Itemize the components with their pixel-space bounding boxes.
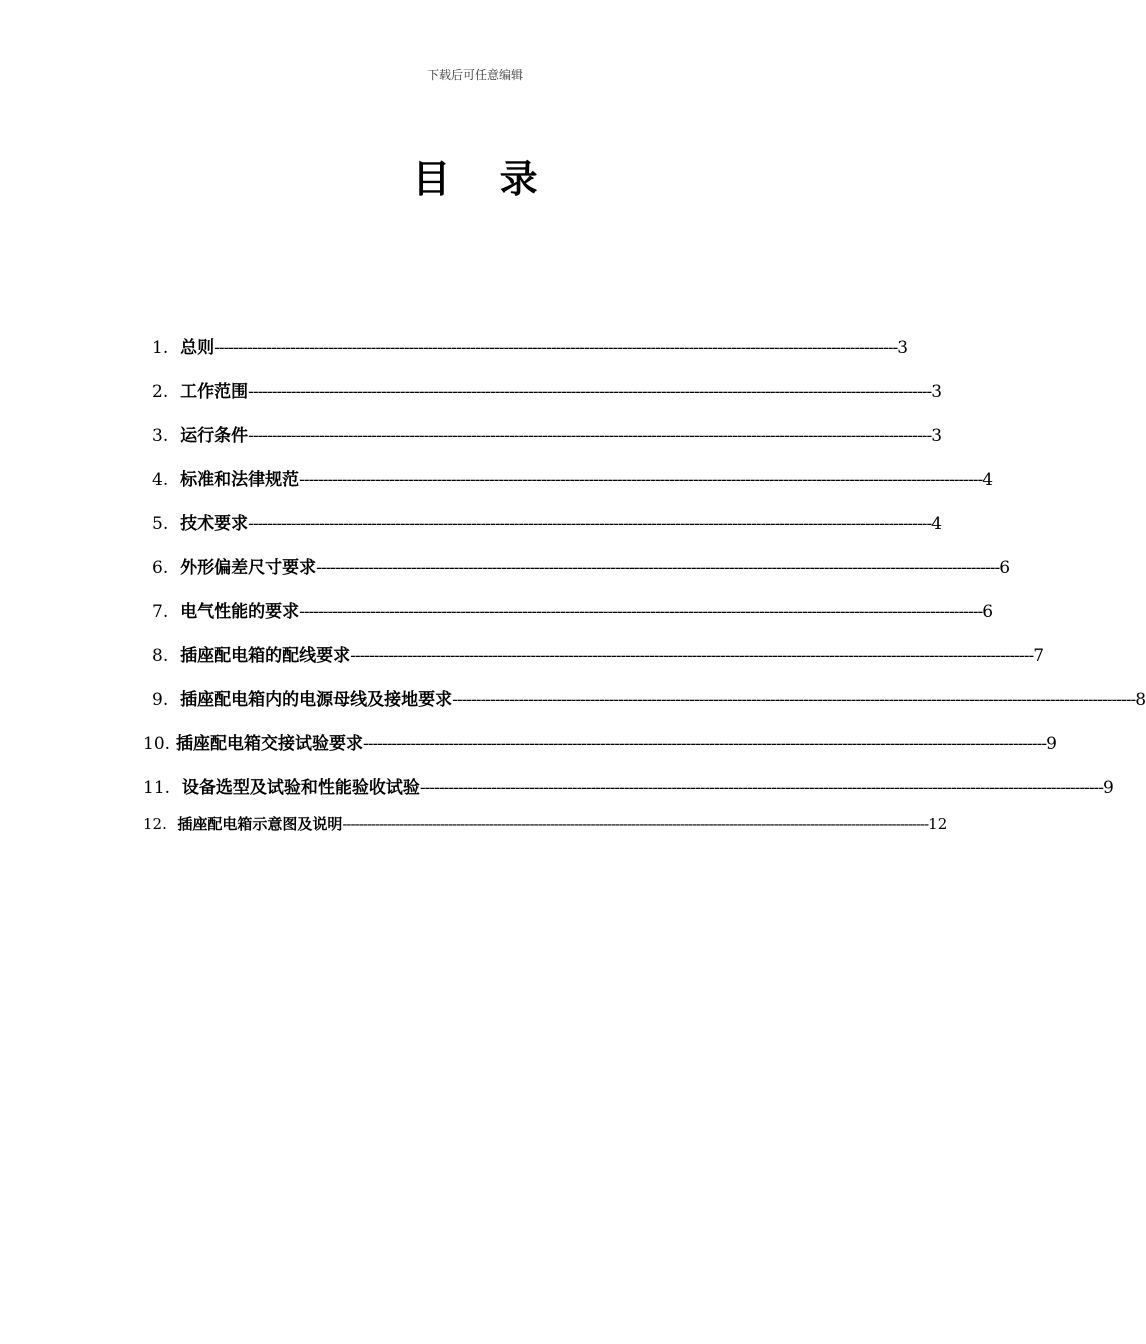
toc-label: 插座配电箱交接试验要求 [175, 734, 363, 754]
toc-page-number: 8 [1135, 690, 1146, 710]
toc-label: 插座配电箱示意图及说明 [177, 815, 343, 833]
toc-leader: ------------------------------------------------------------------------------------------------------------------------------------------------ [316, 558, 1000, 578]
toc-entry-1[interactable] [152, 336, 909, 360]
toc-page-number: 6 [999, 558, 1011, 578]
toc-label: 运行条件 [180, 426, 249, 446]
toc-page-number: 4 [931, 514, 943, 534]
toc-label: 电气性能的要求 [180, 602, 300, 622]
toc-leader: ------------------------------------------------------------------------------------------------------------------------------------------------ [350, 646, 1034, 666]
toc-number: 2. [152, 382, 169, 402]
toc-leader: ------------------------------------------------------------------------------------------------------------------------------------------------ [299, 602, 983, 622]
toc-label: 技术要求 [180, 514, 249, 534]
toc-leader: ------------------------------------------------------------------------------------------------------------------------------------------------ [248, 426, 932, 446]
toc-leader: ------------------------------------------------------------------------------------------------------------------------------------------------ [248, 514, 932, 534]
toc-page-number: 3 [897, 338, 909, 358]
toc-number: 7. [152, 602, 169, 622]
toc-entry-12[interactable] [143, 812, 948, 836]
toc-number: 1. [152, 338, 169, 358]
toc-page-number: 9 [1046, 734, 1057, 754]
toc-leader: ------------------------------------------------------------------------------------------------------------------------------------------------ [362, 734, 1047, 754]
toc-page-number: 3 [931, 382, 943, 402]
toc-entry-11[interactable] [143, 776, 1114, 800]
toc-label: 工作范围 [180, 382, 249, 402]
toc-number: 11. [143, 778, 171, 798]
toc-page-number: 3 [931, 426, 943, 446]
toc-number: 10. [143, 734, 171, 754]
toc-number: 6. [152, 558, 169, 578]
toc-title: 目 录 [412, 156, 556, 201]
toc-number: 3. [152, 426, 169, 446]
toc-entry-3[interactable] [152, 424, 943, 448]
toc-leader: ------------------------------------------------------------------------------------------------------------------------------------------------ [248, 382, 932, 402]
toc-label: 标准和法律规范 [180, 470, 300, 490]
toc-leader: ------------------------------------------------------------------------------------------------------------------------------------------------ [214, 338, 898, 358]
toc-page-number: 6 [982, 602, 994, 622]
toc-label: 外形偏差尺寸要求 [180, 558, 317, 578]
toc-entry-9[interactable] [152, 688, 1146, 712]
toc-entry-2[interactable] [152, 380, 943, 404]
toc-page-number: 7 [1033, 646, 1045, 666]
toc-number: 12. [143, 815, 167, 833]
toc-leader: ------------------------------------------------------------------------------------------------------------------------------------------------ [452, 690, 1136, 710]
toc-label: 插座配电箱的配线要求 [180, 646, 351, 666]
toc-entry-10[interactable] [143, 732, 1057, 756]
toc-number: 9. [152, 690, 169, 710]
toc-entry-7[interactable] [152, 600, 994, 624]
toc-number: 5. [152, 514, 169, 534]
toc-number: 8. [152, 646, 169, 666]
toc-page-number: 4 [982, 470, 994, 490]
toc-label: 设备选型及试验和性能验收试验 [181, 778, 420, 798]
toc-label: 总则 [180, 338, 215, 358]
toc-page-number: 9 [1103, 778, 1114, 798]
toc-label: 插座配电箱内的电源母线及接地要求 [180, 690, 453, 710]
page-header: 下载后可任意编辑 [426, 68, 523, 82]
toc-leader: ------------------------------------------------------------------------------------------------------------------------------------------------ [299, 470, 983, 490]
toc-page-number: 12 [928, 815, 948, 833]
toc-number: 4. [152, 470, 169, 490]
toc-leader: ------------------------------------------------------------------------------------------------------------------------------------------------ [419, 778, 1104, 798]
toc-leader: ------------------------------------------------------------------------------------------------------------------------------------------------ [342, 815, 929, 833]
toc-entry-8[interactable] [152, 644, 1045, 668]
toc-entry-6[interactable] [152, 556, 1011, 580]
toc-entry-5[interactable] [152, 512, 943, 536]
toc-entry-4[interactable] [152, 468, 994, 492]
